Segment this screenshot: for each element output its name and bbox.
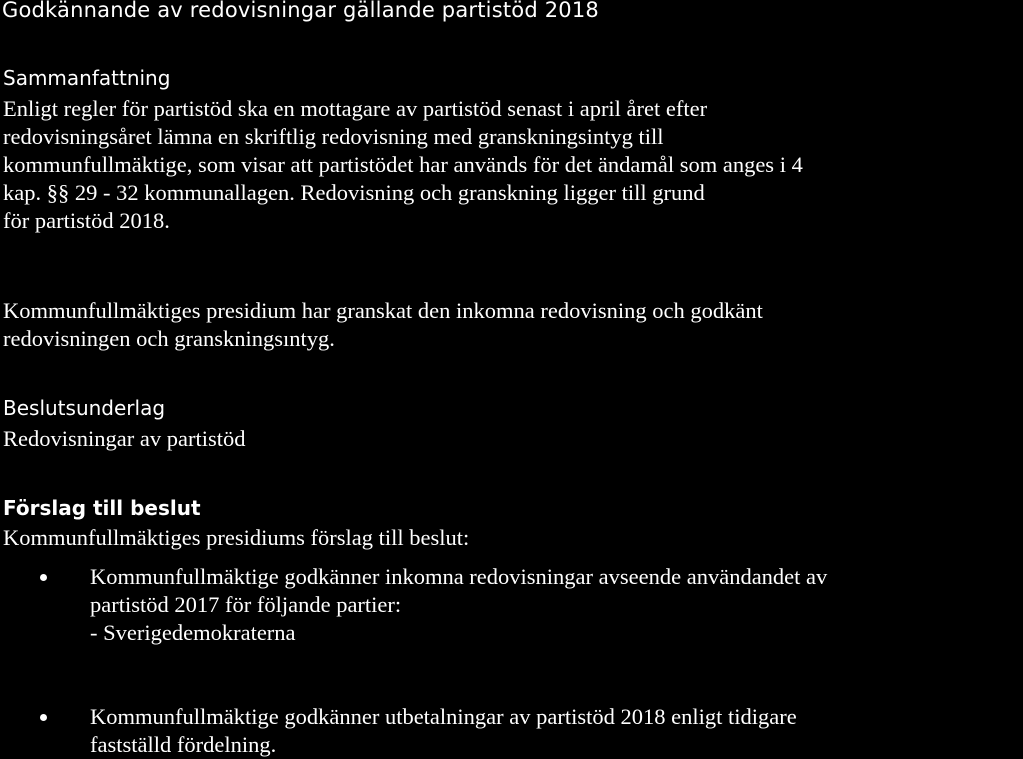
summary-line: Kommunfullmäktiges presidium har granskat den inkomna redovisning och godkänt [3,298,763,323]
document-title: Godkännande av redovisningar gällande partistöd 2018 [2,0,599,22]
basis-heading: Beslutsunderlag [3,396,166,420]
proposal-bullet-list [0,563,827,759]
bullet-line: - Sverigedemokraterna [90,620,296,645]
summary-line: redovisningen och granskningsıntyg. [3,326,335,351]
proposal-bullet-item [0,703,827,759]
summary-line: redovisningsåret lämna en skriftlig redovisning med granskningsintyg till [3,124,664,149]
bullet-line: Kommunfullmäktige godkänner inkomna redovisningar avseende användandet av [90,564,828,589]
summary-line: Enligt regler för partistöd ska en mottagare av partistöd senast i april året efter [3,96,708,121]
summary-heading: Sammanfattning [3,66,171,90]
bullet-line: partistöd 2017 för följande partier: [90,592,402,617]
summary-paragraph-2 [3,297,763,353]
bullet-line: Kommunfullmäktige godkänner utbetalningar av partistöd 2018 enligt tidigare [90,704,797,729]
summary-line: för partistöd 2018. [3,208,170,233]
proposal-heading: Förslag till beslut [3,496,201,520]
proposal-intro: Kommunfullmäktiges presidiums förslag till beslut: [3,525,470,550]
summary-line: kap. §§ 29 - 32 kommunallagen. Redovisning och granskning ligger till grund [3,180,705,205]
summary-line: kommunfullmäktige, som visar att partistödet har används för det ändamål som anges i 4 [3,152,803,177]
proposal-bullet-item [0,563,827,647]
bullet-icon [40,714,47,721]
basis-text: Redovisningar av partistöd [3,426,246,451]
bullet-line: fastställd fördelning. [90,732,277,757]
bullet-icon [40,574,47,581]
summary-paragraph-1 [3,95,803,235]
